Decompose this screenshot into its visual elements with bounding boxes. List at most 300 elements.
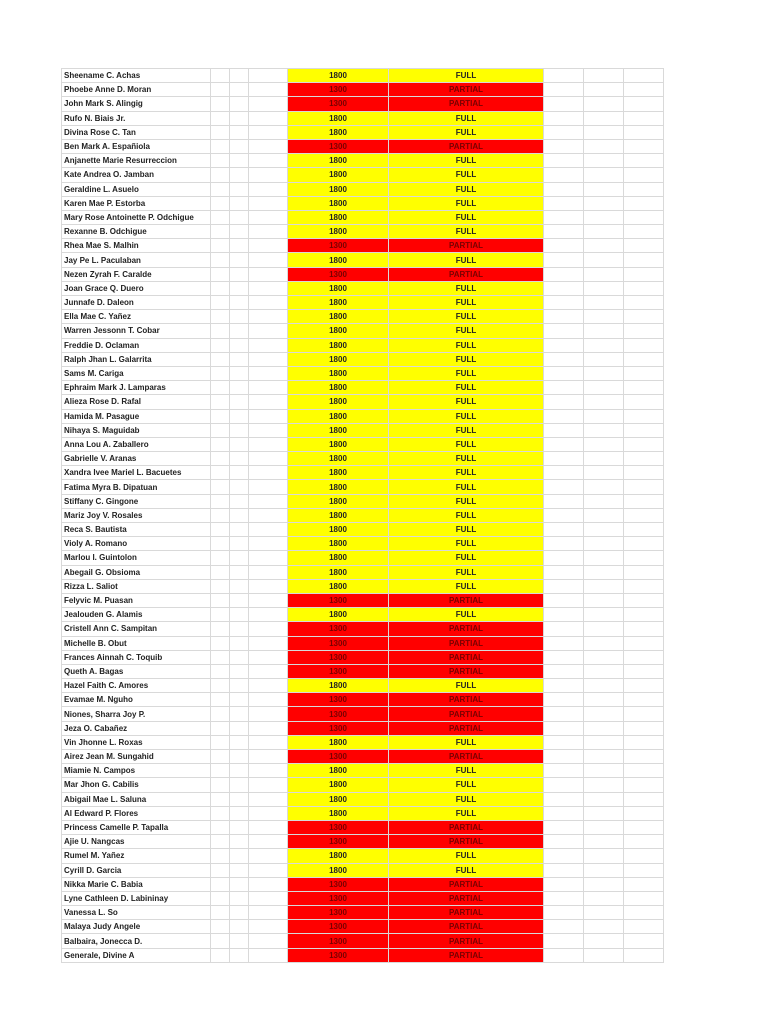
empty-cell[interactable] [544, 721, 584, 735]
empty-cell[interactable] [249, 494, 288, 508]
empty-cell[interactable] [211, 225, 230, 239]
empty-cell[interactable] [211, 721, 230, 735]
empty-cell[interactable] [211, 253, 230, 267]
status-cell[interactable]: PARTIAL [389, 920, 544, 934]
empty-cell[interactable] [624, 296, 664, 310]
empty-cell[interactable] [584, 267, 624, 281]
empty-cell[interactable] [584, 849, 624, 863]
amount-cell[interactable]: 1800 [288, 452, 389, 466]
empty-cell[interactable] [544, 466, 584, 480]
empty-cell[interactable] [584, 381, 624, 395]
empty-cell[interactable] [544, 69, 584, 83]
student-name-cell[interactable]: Niones, Sharra Joy P. [62, 707, 211, 721]
amount-cell[interactable]: 1800 [288, 352, 389, 366]
amount-cell[interactable]: 1800 [288, 523, 389, 537]
empty-cell[interactable] [211, 352, 230, 366]
empty-cell[interactable] [230, 707, 249, 721]
empty-cell[interactable] [230, 69, 249, 83]
amount-cell[interactable]: 1300 [288, 891, 389, 905]
empty-cell[interactable] [584, 608, 624, 622]
empty-cell[interactable] [544, 225, 584, 239]
empty-cell[interactable] [211, 551, 230, 565]
student-name-cell[interactable]: Freddie D. Oclaman [62, 338, 211, 352]
empty-cell[interactable] [230, 125, 249, 139]
student-name-cell[interactable]: Sams M. Cariga [62, 366, 211, 380]
amount-cell[interactable]: 1300 [288, 934, 389, 948]
empty-cell[interactable] [544, 494, 584, 508]
student-name-cell[interactable]: Nikka Marie C. Babia [62, 877, 211, 891]
empty-cell[interactable] [230, 310, 249, 324]
status-cell[interactable]: PARTIAL [389, 750, 544, 764]
empty-cell[interactable] [230, 83, 249, 97]
student-name-cell[interactable]: Generale, Divine A [62, 948, 211, 962]
amount-cell[interactable]: 1800 [288, 423, 389, 437]
student-name-cell[interactable]: Reca S. Bautista [62, 523, 211, 537]
empty-cell[interactable] [584, 480, 624, 494]
empty-cell[interactable] [211, 437, 230, 451]
student-name-cell[interactable]: Ella Mae C. Yañez [62, 310, 211, 324]
empty-cell[interactable] [544, 324, 584, 338]
student-name-cell[interactable]: Ephraim Mark J. Lamparas [62, 381, 211, 395]
empty-cell[interactable] [230, 863, 249, 877]
status-cell[interactable]: FULL [389, 423, 544, 437]
status-cell[interactable]: FULL [389, 154, 544, 168]
empty-cell[interactable] [624, 395, 664, 409]
empty-cell[interactable] [230, 679, 249, 693]
empty-cell[interactable] [249, 764, 288, 778]
empty-cell[interactable] [584, 820, 624, 834]
student-name-cell[interactable]: Rufo N. Biais Jr. [62, 111, 211, 125]
empty-cell[interactable] [544, 622, 584, 636]
empty-cell[interactable] [624, 863, 664, 877]
amount-cell[interactable]: 1800 [288, 437, 389, 451]
empty-cell[interactable] [624, 69, 664, 83]
empty-cell[interactable] [211, 310, 230, 324]
empty-cell[interactable] [249, 750, 288, 764]
empty-cell[interactable] [211, 750, 230, 764]
empty-cell[interactable] [230, 168, 249, 182]
amount-cell[interactable]: 1800 [288, 196, 389, 210]
status-cell[interactable]: PARTIAL [389, 664, 544, 678]
empty-cell[interactable] [544, 835, 584, 849]
amount-cell[interactable]: 1800 [288, 225, 389, 239]
empty-cell[interactable] [249, 636, 288, 650]
status-cell[interactable]: PARTIAL [389, 593, 544, 607]
amount-cell[interactable]: 1800 [288, 310, 389, 324]
empty-cell[interactable] [249, 693, 288, 707]
empty-cell[interactable] [584, 253, 624, 267]
empty-cell[interactable] [249, 239, 288, 253]
empty-cell[interactable] [624, 437, 664, 451]
status-cell[interactable]: PARTIAL [389, 906, 544, 920]
student-name-cell[interactable]: Abigail Mae L. Saluna [62, 792, 211, 806]
amount-cell[interactable]: 1800 [288, 338, 389, 352]
status-cell[interactable]: FULL [389, 366, 544, 380]
empty-cell[interactable] [624, 97, 664, 111]
empty-cell[interactable] [249, 310, 288, 324]
empty-cell[interactable] [230, 409, 249, 423]
empty-cell[interactable] [211, 196, 230, 210]
status-cell[interactable]: PARTIAL [389, 877, 544, 891]
empty-cell[interactable] [230, 920, 249, 934]
empty-cell[interactable] [584, 679, 624, 693]
status-cell[interactable]: FULL [389, 494, 544, 508]
empty-cell[interactable] [584, 948, 624, 962]
empty-cell[interactable] [624, 239, 664, 253]
empty-cell[interactable] [249, 324, 288, 338]
empty-cell[interactable] [211, 111, 230, 125]
empty-cell[interactable] [211, 480, 230, 494]
amount-cell[interactable]: 1800 [288, 381, 389, 395]
empty-cell[interactable] [211, 593, 230, 607]
empty-cell[interactable] [230, 792, 249, 806]
student-name-cell[interactable]: Airez Jean M. Sungahid [62, 750, 211, 764]
empty-cell[interactable] [249, 537, 288, 551]
student-name-cell[interactable]: Lyne Cathleen D. Labininay [62, 891, 211, 905]
empty-cell[interactable] [249, 906, 288, 920]
status-cell[interactable]: PARTIAL [389, 835, 544, 849]
empty-cell[interactable] [211, 154, 230, 168]
empty-cell[interactable] [230, 352, 249, 366]
amount-cell[interactable]: 1800 [288, 395, 389, 409]
amount-cell[interactable]: 1300 [288, 97, 389, 111]
amount-cell[interactable]: 1800 [288, 253, 389, 267]
student-name-cell[interactable]: Junnafe D. Daleon [62, 296, 211, 310]
status-cell[interactable]: FULL [389, 466, 544, 480]
empty-cell[interactable] [624, 608, 664, 622]
empty-cell[interactable] [230, 806, 249, 820]
empty-cell[interactable] [624, 750, 664, 764]
empty-cell[interactable] [584, 83, 624, 97]
empty-cell[interactable] [230, 636, 249, 650]
student-name-cell[interactable]: Cyrill D. Garcia [62, 863, 211, 877]
empty-cell[interactable] [544, 508, 584, 522]
empty-cell[interactable] [249, 352, 288, 366]
student-name-cell[interactable]: Balbaira, Jonecca D. [62, 934, 211, 948]
empty-cell[interactable] [230, 196, 249, 210]
empty-cell[interactable] [624, 111, 664, 125]
empty-cell[interactable] [230, 948, 249, 962]
empty-cell[interactable] [211, 877, 230, 891]
empty-cell[interactable] [249, 806, 288, 820]
empty-cell[interactable] [544, 281, 584, 295]
empty-cell[interactable] [230, 111, 249, 125]
empty-cell[interactable] [249, 891, 288, 905]
amount-cell[interactable]: 1800 [288, 537, 389, 551]
empty-cell[interactable] [624, 324, 664, 338]
empty-cell[interactable] [230, 849, 249, 863]
status-cell[interactable]: PARTIAL [389, 97, 544, 111]
amount-cell[interactable]: 1300 [288, 721, 389, 735]
empty-cell[interactable] [624, 452, 664, 466]
empty-cell[interactable] [249, 97, 288, 111]
empty-cell[interactable] [211, 395, 230, 409]
student-name-cell[interactable]: Al Edward P. Flores [62, 806, 211, 820]
student-name-cell[interactable]: Alieza Rose D. Rafal [62, 395, 211, 409]
amount-cell[interactable]: 1800 [288, 806, 389, 820]
empty-cell[interactable] [211, 83, 230, 97]
student-name-cell[interactable]: Rizza L. Saliot [62, 579, 211, 593]
empty-cell[interactable] [230, 267, 249, 281]
student-name-cell[interactable]: Jealouden G. Alamis [62, 608, 211, 622]
status-cell[interactable]: FULL [389, 69, 544, 83]
amount-cell[interactable]: 1800 [288, 735, 389, 749]
status-cell[interactable]: FULL [389, 735, 544, 749]
empty-cell[interactable] [584, 466, 624, 480]
empty-cell[interactable] [249, 281, 288, 295]
empty-cell[interactable] [249, 792, 288, 806]
empty-cell[interactable] [211, 452, 230, 466]
student-name-cell[interactable]: Marlou I. Guintolon [62, 551, 211, 565]
empty-cell[interactable] [230, 494, 249, 508]
empty-cell[interactable] [584, 891, 624, 905]
amount-cell[interactable]: 1800 [288, 849, 389, 863]
status-cell[interactable]: PARTIAL [389, 934, 544, 948]
empty-cell[interactable] [249, 934, 288, 948]
empty-cell[interactable] [211, 664, 230, 678]
empty-cell[interactable] [211, 636, 230, 650]
empty-cell[interactable] [584, 139, 624, 153]
student-name-cell[interactable]: Hamida M. Pasague [62, 409, 211, 423]
empty-cell[interactable] [230, 650, 249, 664]
student-name-cell[interactable]: Nezen Zyrah F. Caralde [62, 267, 211, 281]
amount-cell[interactable]: 1800 [288, 281, 389, 295]
empty-cell[interactable] [624, 565, 664, 579]
empty-cell[interactable] [584, 338, 624, 352]
empty-cell[interactable] [584, 537, 624, 551]
student-name-cell[interactable]: Warren Jessonn T. Cobar [62, 324, 211, 338]
status-cell[interactable]: PARTIAL [389, 622, 544, 636]
empty-cell[interactable] [544, 948, 584, 962]
status-cell[interactable]: FULL [389, 111, 544, 125]
empty-cell[interactable] [544, 877, 584, 891]
status-cell[interactable]: FULL [389, 480, 544, 494]
status-cell[interactable]: PARTIAL [389, 721, 544, 735]
empty-cell[interactable] [584, 409, 624, 423]
empty-cell[interactable] [624, 650, 664, 664]
empty-cell[interactable] [624, 906, 664, 920]
empty-cell[interactable] [211, 523, 230, 537]
empty-cell[interactable] [249, 296, 288, 310]
empty-cell[interactable] [544, 409, 584, 423]
empty-cell[interactable] [624, 593, 664, 607]
empty-cell[interactable] [249, 125, 288, 139]
empty-cell[interactable] [211, 125, 230, 139]
student-name-cell[interactable]: Ben Mark A. Españiola [62, 139, 211, 153]
status-cell[interactable]: FULL [389, 196, 544, 210]
empty-cell[interactable] [249, 168, 288, 182]
empty-cell[interactable] [249, 608, 288, 622]
empty-cell[interactable] [624, 125, 664, 139]
empty-cell[interactable] [230, 508, 249, 522]
empty-cell[interactable] [249, 381, 288, 395]
student-name-cell[interactable]: Mar Jhon G. Cabilis [62, 778, 211, 792]
empty-cell[interactable] [624, 366, 664, 380]
empty-cell[interactable] [544, 523, 584, 537]
empty-cell[interactable] [249, 111, 288, 125]
empty-cell[interactable] [584, 579, 624, 593]
empty-cell[interactable] [624, 423, 664, 437]
amount-cell[interactable]: 1800 [288, 863, 389, 877]
empty-cell[interactable] [230, 551, 249, 565]
status-cell[interactable]: FULL [389, 125, 544, 139]
empty-cell[interactable] [230, 381, 249, 395]
empty-cell[interactable] [624, 83, 664, 97]
empty-cell[interactable] [249, 523, 288, 537]
empty-cell[interactable] [211, 324, 230, 338]
empty-cell[interactable] [230, 750, 249, 764]
empty-cell[interactable] [624, 891, 664, 905]
empty-cell[interactable] [544, 679, 584, 693]
empty-cell[interactable] [230, 395, 249, 409]
empty-cell[interactable] [230, 693, 249, 707]
empty-cell[interactable] [624, 920, 664, 934]
empty-cell[interactable] [249, 480, 288, 494]
empty-cell[interactable] [211, 792, 230, 806]
student-name-cell[interactable]: Jay Pe L. Paculaban [62, 253, 211, 267]
empty-cell[interactable] [230, 338, 249, 352]
amount-cell[interactable]: 1800 [288, 494, 389, 508]
student-name-cell[interactable]: Queth A. Bagas [62, 664, 211, 678]
status-cell[interactable]: PARTIAL [389, 83, 544, 97]
empty-cell[interactable] [544, 168, 584, 182]
student-name-cell[interactable]: Sheename C. Achas [62, 69, 211, 83]
empty-cell[interactable] [544, 437, 584, 451]
status-cell[interactable]: FULL [389, 352, 544, 366]
empty-cell[interactable] [584, 423, 624, 437]
empty-cell[interactable] [249, 849, 288, 863]
empty-cell[interactable] [584, 69, 624, 83]
empty-cell[interactable] [584, 906, 624, 920]
status-cell[interactable]: FULL [389, 792, 544, 806]
student-name-cell[interactable]: Rumel M. Yañez [62, 849, 211, 863]
empty-cell[interactable] [249, 182, 288, 196]
empty-cell[interactable] [211, 863, 230, 877]
empty-cell[interactable] [230, 225, 249, 239]
empty-cell[interactable] [624, 948, 664, 962]
empty-cell[interactable] [624, 508, 664, 522]
amount-cell[interactable]: 1300 [288, 636, 389, 650]
empty-cell[interactable] [211, 423, 230, 437]
student-name-cell[interactable]: Kate Andrea O. Jamban [62, 168, 211, 182]
empty-cell[interactable] [584, 664, 624, 678]
empty-cell[interactable] [249, 210, 288, 224]
amount-cell[interactable]: 1300 [288, 139, 389, 153]
empty-cell[interactable] [544, 920, 584, 934]
empty-cell[interactable] [624, 636, 664, 650]
empty-cell[interactable] [544, 296, 584, 310]
amount-cell[interactable]: 1800 [288, 210, 389, 224]
empty-cell[interactable] [230, 593, 249, 607]
empty-cell[interactable] [584, 395, 624, 409]
empty-cell[interactable] [624, 168, 664, 182]
status-cell[interactable]: FULL [389, 168, 544, 182]
amount-cell[interactable]: 1800 [288, 565, 389, 579]
empty-cell[interactable] [249, 778, 288, 792]
empty-cell[interactable] [249, 508, 288, 522]
empty-cell[interactable] [624, 849, 664, 863]
empty-cell[interactable] [211, 920, 230, 934]
empty-cell[interactable] [211, 565, 230, 579]
empty-cell[interactable] [584, 778, 624, 792]
status-cell[interactable]: FULL [389, 551, 544, 565]
empty-cell[interactable] [211, 891, 230, 905]
student-name-cell[interactable]: Stiffany C. Gingone [62, 494, 211, 508]
amount-cell[interactable]: 1800 [288, 608, 389, 622]
empty-cell[interactable] [249, 154, 288, 168]
empty-cell[interactable] [584, 210, 624, 224]
student-name-cell[interactable]: Evamae M. Nguho [62, 693, 211, 707]
empty-cell[interactable] [544, 381, 584, 395]
empty-cell[interactable] [624, 523, 664, 537]
status-cell[interactable]: FULL [389, 409, 544, 423]
amount-cell[interactable]: 1300 [288, 593, 389, 607]
empty-cell[interactable] [211, 735, 230, 749]
student-name-cell[interactable]: Malaya Judy Angele [62, 920, 211, 934]
empty-cell[interactable] [211, 366, 230, 380]
status-cell[interactable]: PARTIAL [389, 707, 544, 721]
empty-cell[interactable] [230, 579, 249, 593]
status-cell[interactable]: FULL [389, 225, 544, 239]
empty-cell[interactable] [624, 622, 664, 636]
empty-cell[interactable] [544, 636, 584, 650]
empty-cell[interactable] [584, 764, 624, 778]
empty-cell[interactable] [249, 593, 288, 607]
empty-cell[interactable] [584, 735, 624, 749]
empty-cell[interactable] [584, 806, 624, 820]
student-name-cell[interactable]: Miamie N. Campos [62, 764, 211, 778]
amount-cell[interactable]: 1800 [288, 296, 389, 310]
status-cell[interactable]: PARTIAL [389, 693, 544, 707]
amount-cell[interactable]: 1300 [288, 750, 389, 764]
empty-cell[interactable] [584, 310, 624, 324]
empty-cell[interactable] [584, 863, 624, 877]
empty-cell[interactable] [624, 835, 664, 849]
empty-cell[interactable] [230, 835, 249, 849]
amount-cell[interactable]: 1800 [288, 324, 389, 338]
empty-cell[interactable] [624, 778, 664, 792]
empty-cell[interactable] [211, 579, 230, 593]
empty-cell[interactable] [584, 182, 624, 196]
empty-cell[interactable] [211, 650, 230, 664]
empty-cell[interactable] [624, 792, 664, 806]
student-name-cell[interactable]: Gabrielle V. Aranas [62, 452, 211, 466]
empty-cell[interactable] [249, 338, 288, 352]
status-cell[interactable]: FULL [389, 210, 544, 224]
student-name-cell[interactable]: Felyvic M. Puasan [62, 593, 211, 607]
empty-cell[interactable] [544, 480, 584, 494]
empty-cell[interactable] [544, 650, 584, 664]
empty-cell[interactable] [249, 139, 288, 153]
amount-cell[interactable]: 1800 [288, 366, 389, 380]
amount-cell[interactable]: 1300 [288, 920, 389, 934]
empty-cell[interactable] [211, 622, 230, 636]
empty-cell[interactable] [624, 494, 664, 508]
status-cell[interactable]: FULL [389, 579, 544, 593]
status-cell[interactable]: PARTIAL [389, 948, 544, 962]
empty-cell[interactable] [624, 225, 664, 239]
empty-cell[interactable] [584, 452, 624, 466]
empty-cell[interactable] [584, 551, 624, 565]
status-cell[interactable]: FULL [389, 253, 544, 267]
empty-cell[interactable] [544, 891, 584, 905]
empty-cell[interactable] [211, 494, 230, 508]
empty-cell[interactable] [584, 835, 624, 849]
empty-cell[interactable] [544, 338, 584, 352]
amount-cell[interactable]: 1300 [288, 693, 389, 707]
status-cell[interactable]: PARTIAL [389, 267, 544, 281]
empty-cell[interactable] [544, 608, 584, 622]
